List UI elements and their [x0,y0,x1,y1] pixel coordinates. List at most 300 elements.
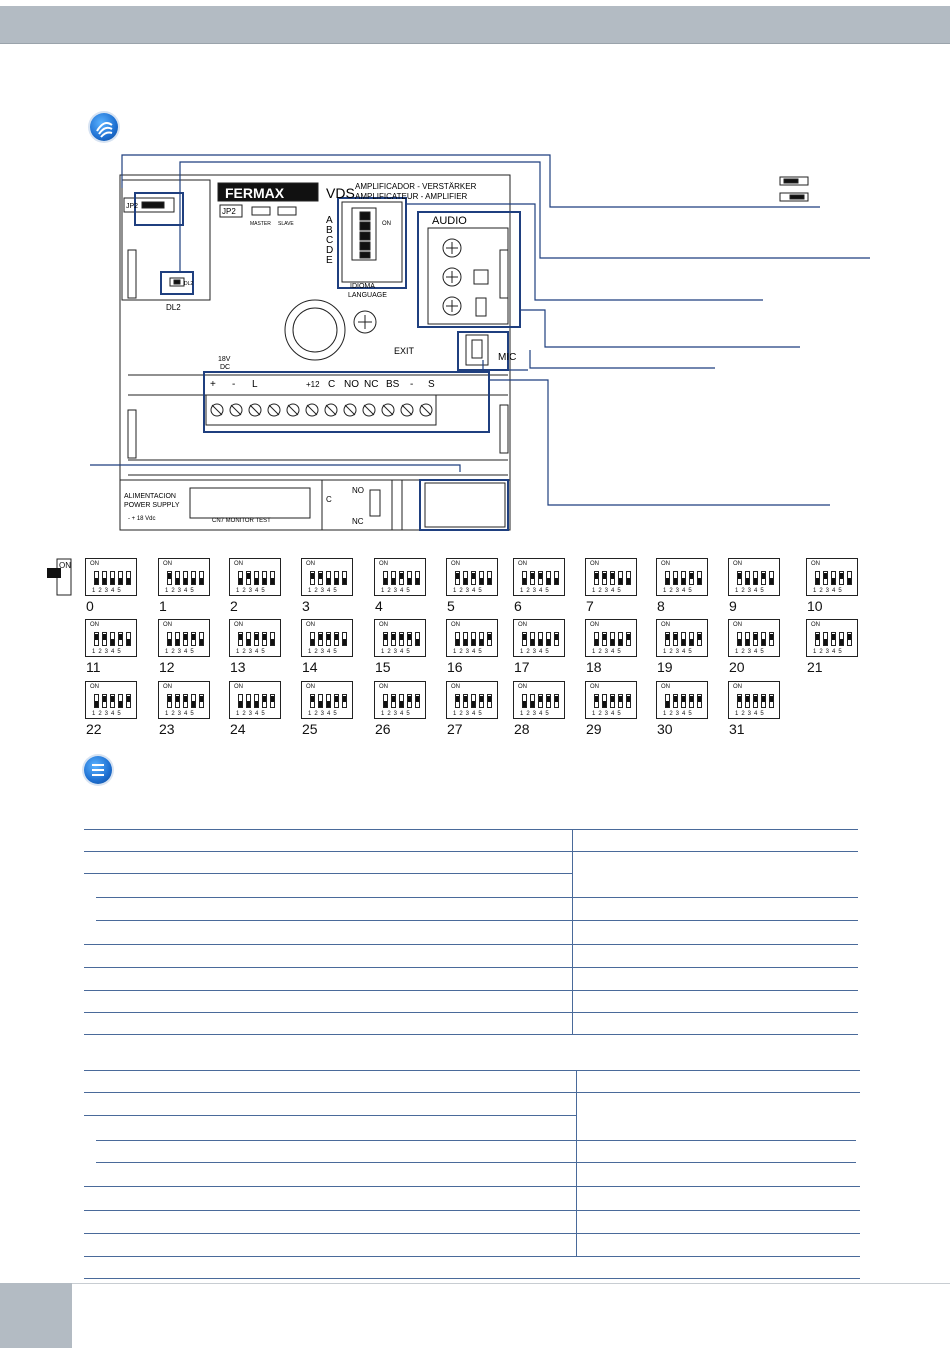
mic-label: MIC [498,352,517,363]
dc-voltage-label: 18V [218,356,231,363]
language-label: LANGUAGE [348,292,387,299]
dip-position-numbers: 12345 [92,649,124,655]
dip-lever [546,694,551,708]
dip-switch [728,681,780,719]
dc-label: DC [220,364,231,371]
terminal-minus-2: - [410,379,414,390]
dip-lever [326,694,331,708]
dip-position-numbers: 12345 [381,711,413,717]
relay-nc-label: NC [352,517,364,526]
amplifier-title-2: AMPLIFICATEUR - AMPLIFIER [355,192,468,201]
dip-position-numbers: 12345 [236,588,268,594]
dip-position-numbers: 12345 [663,588,695,594]
dip-address-number: 30 [657,721,673,737]
dip-address-number: 0 [86,598,94,614]
amplifier-title-1: AMPLIFICADOR - VERSTÄRKER [355,182,477,191]
dip-lever [697,632,702,646]
dip-switch [585,558,637,596]
jp2-label: JP2 [222,207,236,216]
amplifier-drawing [90,150,880,535]
dip-address-number: 2 [230,598,238,614]
dip-lever [538,694,543,708]
dip-lever [270,632,275,646]
dip-address-number: 19 [657,659,673,675]
dip-lever [530,694,535,708]
dip-lever [681,694,686,708]
dip-position-numbers: 12345 [592,649,624,655]
dip-lever [383,694,388,708]
dip-position-numbers: 12345 [520,649,552,655]
dip-lever [326,571,331,585]
dip-address-number: 6 [514,598,522,614]
dip-on-label: ON [518,684,527,690]
dip-lever [407,632,412,646]
dip-on-label: ON [590,622,599,628]
dip-address-number: 9 [729,598,737,614]
dip-address-number: 5 [447,598,455,614]
dip-address-number: 10 [807,598,823,614]
dip-lever [102,632,107,646]
jp2-small-label: JP2 [126,203,139,210]
terminal-l: L [252,379,258,390]
dip-lever [689,632,694,646]
dip-lever [391,632,396,646]
dip-on-label: ON [661,561,670,567]
dip-switch [446,558,498,596]
dip-switch [85,558,137,596]
audio-label: AUDIO [432,215,467,227]
dip-position-numbers: 12345 [308,711,340,717]
dip-address-number: 1 [159,598,167,614]
terminal-minus: - [232,379,236,390]
dip-position-numbers: 12345 [592,711,624,717]
dip-on-label: ON [234,684,243,690]
master-label: MASTER [250,221,271,227]
power-supply-es: ALIMENTACION [124,493,176,500]
dip-lever [334,571,339,585]
terminal-plus12: +12 [306,380,320,389]
dip-switch [85,681,137,719]
list-icon [84,756,112,784]
dip-lever [455,571,460,585]
dip-on-label: ON [733,622,742,628]
dip-lever [183,632,188,646]
dip-lever [126,571,131,585]
brand-label: FERMAX [225,185,285,201]
dip-switch [585,619,637,657]
terminal-s: S [428,379,435,390]
dip-position-numbers: 12345 [92,711,124,717]
dip-lever [246,632,251,646]
dip-switch [806,558,858,596]
dip-lever [310,571,315,585]
dip-address-number: 25 [302,721,318,737]
dip-lever [610,694,615,708]
footer-page-tab [0,1283,72,1348]
dip-lever [455,694,460,708]
dip-lever [839,632,844,646]
dip-lever [737,632,742,646]
dip-position-numbers: 12345 [165,649,197,655]
dip-lever [626,571,631,585]
dip-lever [471,571,476,585]
footer-line [72,1283,950,1284]
dip-lever [665,632,670,646]
dip-lever [522,694,527,708]
dip-lever [831,571,836,585]
dip-lever [602,571,607,585]
legend-on-label: ON [59,561,71,570]
dip-on-label: ON [811,622,820,628]
dip-lever [471,632,476,646]
exit-label: EXIT [394,346,415,356]
switch-letter-d: D [326,245,334,256]
dip-lever [254,571,259,585]
dip-lever [463,571,468,585]
dip-lever [110,571,115,585]
dip-lever [487,571,492,585]
dip-switch [446,681,498,719]
dip-switch [158,619,210,657]
dip-lever [471,694,476,708]
dip-lever [546,632,551,646]
dip-lever [530,571,535,585]
dip-on-label: ON [234,561,243,567]
dip-lever [745,694,750,708]
dip-lever [191,632,196,646]
dip-lever [391,694,396,708]
dip-lever [167,694,172,708]
dip-lever [745,571,750,585]
dip-switch [585,681,637,719]
dip-lever [626,694,631,708]
terminal-nc: NC [364,379,379,390]
dip-on-label: ON [163,622,172,628]
dip-lever [626,632,631,646]
dip-lever [753,632,758,646]
dip-address-number: 31 [729,721,745,737]
dip-switch [728,558,780,596]
dip-lever [415,632,420,646]
dip-on-label: ON [163,561,172,567]
dip-lever [334,694,339,708]
dip-lever [737,694,742,708]
dip-lever [399,571,404,585]
dip-lever [342,632,347,646]
dip-lever [769,632,774,646]
dip-lever [175,571,180,585]
dip-address-number: 13 [230,659,246,675]
dip-switch [158,681,210,719]
dip-on-label: ON [379,622,388,628]
dip-address-number: 4 [375,598,383,614]
dip-switch [656,681,708,719]
dl2-small-label: DL2 [184,281,194,287]
dip-lever [118,632,123,646]
dip-lever [761,694,766,708]
dip-lever [815,632,820,646]
dip-address-number: 14 [302,659,318,675]
dip-position-numbers: 12345 [520,588,552,594]
dip-address-number: 7 [586,598,594,614]
dip-position-numbers: 12345 [165,588,197,594]
dip-position-numbers: 12345 [592,588,624,594]
dip-lever [126,632,131,646]
dip-lever [479,571,484,585]
dip-lever [102,694,107,708]
dip-lever [94,571,99,585]
dip-lever [326,632,331,646]
dip-lever [254,694,259,708]
dip-lever [602,632,607,646]
dip-lever [342,571,347,585]
dip-on-label: ON [590,561,599,567]
power-supply-voltage: - + 18 Vdc [128,516,156,522]
dip-address-number: 26 [375,721,391,737]
dip-lever [522,632,527,646]
dip-lever [463,632,468,646]
dip-lever [546,571,551,585]
dip-lever [618,571,623,585]
dip-lever [415,571,420,585]
dip-lever [665,694,670,708]
terminal-plus: + [210,379,216,390]
dip-lever [383,632,388,646]
switch-letter-c: C [326,235,334,246]
dip-position-numbers: 12345 [813,649,845,655]
dip-address-number: 20 [729,659,745,675]
dip-lever [318,694,323,708]
dip-position-numbers: 12345 [381,649,413,655]
dip-on-label: ON [379,684,388,690]
dip-address-number: 3 [302,598,310,614]
dip-on-label: ON [306,561,315,567]
dip-lever [479,694,484,708]
dip-lever [199,571,204,585]
dip-lever [238,694,243,708]
dip-on-label: ON [733,561,742,567]
dip-lever [455,632,460,646]
dip-lever [745,632,750,646]
dip-on-label: ON [733,684,742,690]
dip-position-numbers: 12345 [663,711,695,717]
dip-lever [689,694,694,708]
dip-lever [839,571,844,585]
dip-on-label: ON [661,622,670,628]
switch-letter-b: B [326,225,333,236]
dip-lever [610,632,615,646]
dip-position-numbers: 12345 [735,711,767,717]
dip-lever [399,694,404,708]
dip-lever [689,571,694,585]
dip-lever [262,632,267,646]
dip-address-number: 29 [586,721,602,737]
dip-lever [673,571,678,585]
dip-lever [383,571,388,585]
dip-address-number: 15 [375,659,391,675]
dip-lever [183,571,188,585]
dip-switch [513,619,565,657]
dip-position-numbers: 12345 [236,649,268,655]
dip-on-label: ON [234,622,243,628]
dip-lever [199,632,204,646]
dip-on-label: ON [661,684,670,690]
dip-lever [415,694,420,708]
amplifier-diagram [90,150,880,540]
dip-position-numbers: 12345 [663,649,695,655]
dip-on-label: ON [518,622,527,628]
dip-address-number: 8 [657,598,665,614]
dip-position-numbers: 12345 [813,588,845,594]
dip-on-label: ON [90,684,99,690]
dip-position-numbers: 12345 [453,711,485,717]
dip-position-numbers: 12345 [735,588,767,594]
dip-lever [191,694,196,708]
dip-on-label: ON [518,561,527,567]
dip-lever [538,571,543,585]
dip-lever [246,694,251,708]
dip-lever [262,571,267,585]
header-bar [0,6,950,44]
dip-address-number: 12 [159,659,175,675]
dip-lever [199,694,204,708]
dip-switch [301,619,353,657]
dip-lever [594,632,599,646]
dip-lever [270,694,275,708]
cn7-label: CN7 MONITOR TEST [212,518,271,524]
dip-lever [167,571,172,585]
dip-lever [487,632,492,646]
dip-switch [301,681,353,719]
dip-lever [761,632,766,646]
dip-lever [618,694,623,708]
relay-no-label: NO [352,486,364,495]
dip-address-number: 11 [86,659,101,675]
dip-lever [681,632,686,646]
dip-lever [102,571,107,585]
dip-lever [487,694,492,708]
dip-address-number: 18 [586,659,602,675]
power-supply-en: POWER SUPPLY [124,502,180,509]
dip-lever [342,694,347,708]
dip-position-numbers: 12345 [92,588,124,594]
switch-letter-e: E [326,255,333,266]
dip-on-label: ON [590,684,599,690]
dip-lever [246,571,251,585]
dip-switch [301,558,353,596]
dip-lever [94,694,99,708]
dip-lever [681,571,686,585]
dip-lever [831,632,836,646]
dip-switch [656,619,708,657]
dip-lever [334,632,339,646]
dip-position-numbers: 12345 [453,649,485,655]
dip-switch [374,558,426,596]
dip-lever [399,632,404,646]
dip-position-numbers: 12345 [520,711,552,717]
dip-lever [673,632,678,646]
dip-lever [847,571,852,585]
dip-switch [374,681,426,719]
dip-lever [610,571,615,585]
dip-lever [594,571,599,585]
dip-lever [407,571,412,585]
dip-lever [126,694,131,708]
dip-position-numbers: 12345 [165,711,197,717]
dip-switch [374,619,426,657]
slave-label: SLAVE [278,221,294,227]
dip-lever [554,694,559,708]
dip-switch [806,619,858,657]
dip-address-number: 17 [514,659,530,675]
dip-position-numbers: 12345 [308,588,340,594]
legend-switch [47,558,73,596]
dip-position-numbers: 12345 [236,711,268,717]
dip-switch [85,619,137,657]
dip-lever [318,632,323,646]
dip-address-number: 27 [447,721,463,737]
dip-address-number: 16 [447,659,463,675]
dip-lever [769,694,774,708]
dip-lever [238,571,243,585]
dip-on-label: ON [811,561,820,567]
dip-address-number: 28 [514,721,530,737]
dip-lever [118,571,123,585]
dip-lever [479,632,484,646]
terminal-bs: BS [386,379,400,390]
dip-lever [183,694,188,708]
dip-lever [167,632,172,646]
dip-lever [118,694,123,708]
dip-on-label: ON [451,561,460,567]
dip-switch [513,558,565,596]
dip-lever [175,694,180,708]
terminal-no: NO [344,379,359,390]
dip-lever [673,694,678,708]
dip-lever [110,694,115,708]
dip-lever [391,571,396,585]
dip-position-numbers: 12345 [453,588,485,594]
dip-lever [823,632,828,646]
dip-lever [522,571,527,585]
dip-lever [538,632,543,646]
dip-on-label: ON [90,561,99,567]
dip-address-number: 23 [159,721,175,737]
dip-switch [656,558,708,596]
dip-lever [530,632,535,646]
terminal-c: C [328,379,336,390]
idioma-label: IDIOMA [350,283,375,290]
dip-on-label: ON [90,622,99,628]
dip-lever [318,571,323,585]
dip-lever [594,694,599,708]
dip-lever [238,632,243,646]
switch-letter-a: A [326,215,333,226]
dip-on-label: ON [379,561,388,567]
dip-lever [697,694,702,708]
dip-lever [697,571,702,585]
dip-on-label: ON [451,622,460,628]
dip-lever [191,571,196,585]
dip-switch [229,619,281,657]
dip-lever [823,571,828,585]
dip-switch [158,558,210,596]
dip-switch [513,681,565,719]
dip-lever [602,694,607,708]
dip-lever [262,694,267,708]
dl2-label: DL2 [166,303,181,312]
dip-lever [753,694,758,708]
